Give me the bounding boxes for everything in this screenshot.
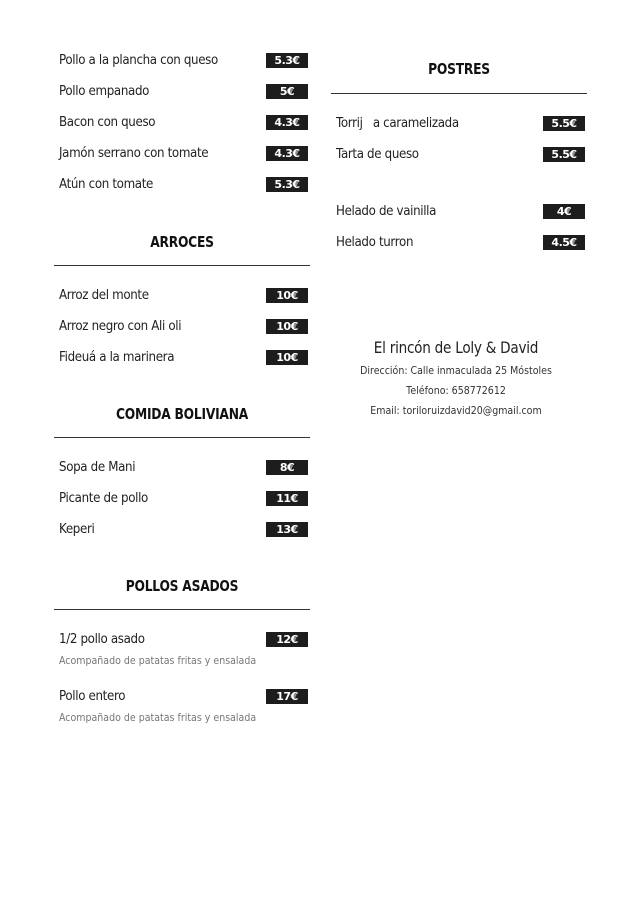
restaurant-email: Email: toriloruizdavid20@gmail.com xyxy=(370,404,542,417)
item-price: 4.3€ xyxy=(266,115,308,130)
menu-item xyxy=(331,111,587,142)
menu-item xyxy=(54,141,310,172)
item-price: 4.3€ xyxy=(266,146,308,161)
item-name: Arroz negro con Ali oli xyxy=(59,318,182,334)
menu-item xyxy=(54,283,310,314)
menu-item xyxy=(54,79,310,110)
menu-item xyxy=(54,627,310,684)
item-name: Keperi xyxy=(59,521,95,537)
menu-item xyxy=(331,230,587,261)
item-name: Picante de pollo xyxy=(59,490,148,506)
menu-item xyxy=(54,314,310,345)
menu-item xyxy=(54,110,310,141)
menu-item xyxy=(54,517,310,548)
item-name: Pollo entero xyxy=(59,688,126,704)
section-title-pollos: POLLOS ASADOS xyxy=(125,577,239,595)
menu-item xyxy=(331,142,587,173)
item-price: 5€ xyxy=(266,84,308,99)
restaurant-address: Dirección: Calle inmaculada 25 Móstoles xyxy=(360,364,552,377)
item-name: Pollo empanado xyxy=(59,83,150,99)
item-description: Acompañado de patatas fritas y ensalada xyxy=(59,654,257,667)
item-name: Torrij a caramelizada xyxy=(336,115,459,131)
item-name: Fideuá a la marinera xyxy=(59,349,175,365)
item-price: 4€ xyxy=(543,204,585,219)
item-name: Tarta de queso xyxy=(336,146,419,162)
menu-item xyxy=(54,684,310,741)
restaurant-phone: Teléfono: 658772612 xyxy=(406,384,506,397)
item-name: Atún con tomate xyxy=(59,176,153,192)
item-description: Acompañado de patatas fritas y ensalada xyxy=(59,711,257,724)
menu-item xyxy=(331,199,587,230)
menu-item xyxy=(54,455,310,486)
item-name: Sopa de Mani xyxy=(59,459,136,475)
item-price: 11€ xyxy=(266,491,308,506)
item-price: 13€ xyxy=(266,522,308,537)
section-title-postres: POSTRES xyxy=(428,60,490,78)
item-price: 10€ xyxy=(266,288,308,303)
item-name: 1/2 pollo asado xyxy=(59,631,145,647)
left-column xyxy=(54,48,310,741)
restaurant-contact xyxy=(301,338,611,417)
restaurant-name: El rincón de Loly & David xyxy=(373,338,539,357)
item-price: 5.5€ xyxy=(543,147,585,162)
item-price: 17€ xyxy=(266,689,308,704)
menu-item xyxy=(54,486,310,517)
item-price: 5.3€ xyxy=(266,53,308,68)
menu-item xyxy=(54,345,310,376)
item-name: Pollo a la plancha con queso xyxy=(59,52,218,68)
section-title-boliviana: COMIDA BOLIVIANA xyxy=(115,405,249,423)
item-price: 4.5€ xyxy=(543,235,585,250)
section-title-arroces: ARROCES xyxy=(150,233,214,251)
item-price: 10€ xyxy=(266,319,308,334)
item-price: 5.3€ xyxy=(266,177,308,192)
item-name: Helado turron xyxy=(336,234,414,250)
item-name: Jamón serrano con tomate xyxy=(59,145,209,161)
item-price: 8€ xyxy=(266,460,308,475)
menu-item xyxy=(54,172,310,203)
item-price: 5.5€ xyxy=(543,116,585,131)
menu-item xyxy=(54,48,310,79)
item-name: Bacon con queso xyxy=(59,114,156,130)
item-price: 12€ xyxy=(266,632,308,647)
item-name: Helado de vainilla xyxy=(336,203,437,219)
right-column xyxy=(331,48,587,261)
item-price: 10€ xyxy=(266,350,308,365)
item-name: Arroz del monte xyxy=(59,287,149,303)
